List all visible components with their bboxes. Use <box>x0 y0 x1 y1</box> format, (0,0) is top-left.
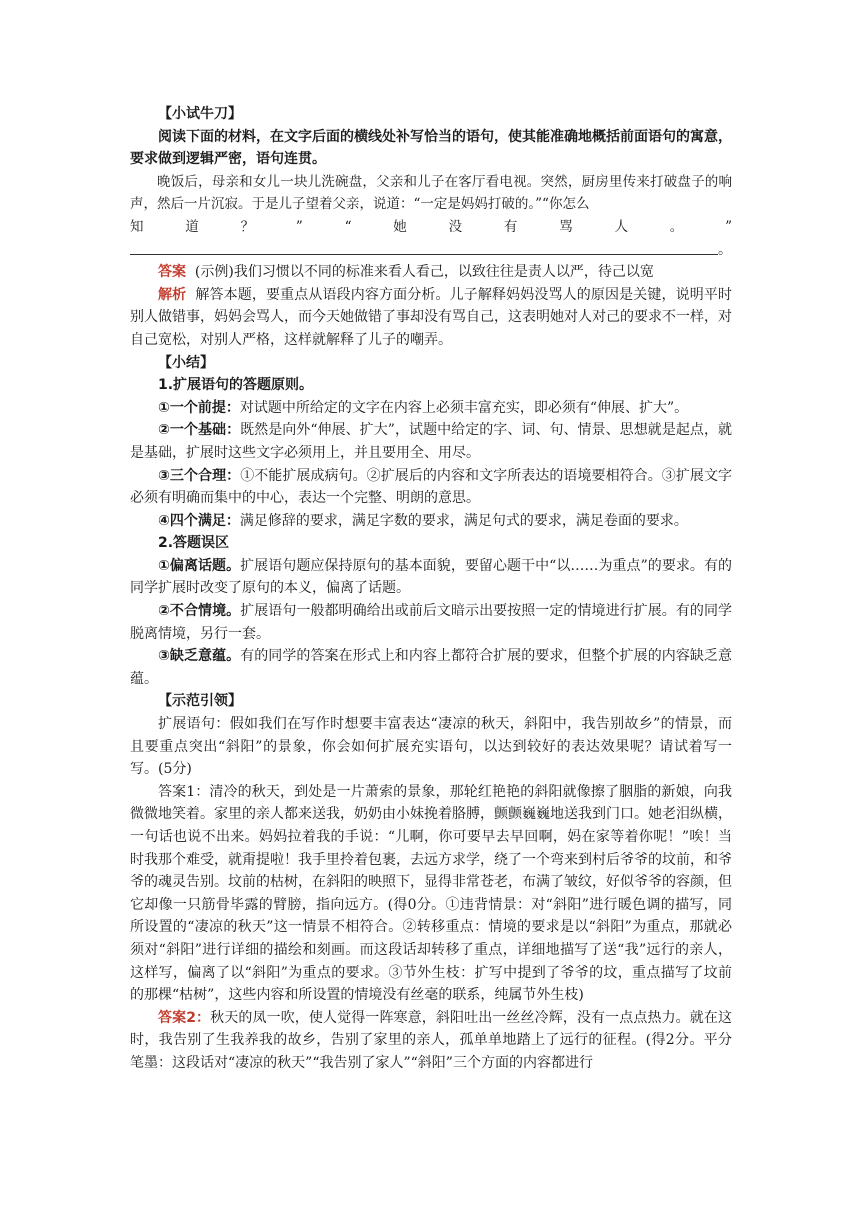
trial-answer <box>130 261 732 284</box>
spread-char: 她 <box>393 218 407 235</box>
principle-item: ①一个前提：对试题中所给定的文字在内容上必须丰富充实，即必须有“伸展、扩大”。 <box>158 399 689 416</box>
demo-answer-1: 答案1：清冷的秋天，到处是一片萧索的景象，那轮红艳艳的斜阳就像擦了胭脂的新娘，向我微微地笑着。家里的亲人都来送我，奶奶由小妹挽着胳膊，颤颤巍巍地送我到门口。她老泪纵横，一句话也说不出来。妈妈拉着我的手说：“儿啊，你可要早去早回啊，妈在家等着你呢！”唉！当时我那个难受，就甭提啦！我手里拎着包裹，去远方求学，绕了一个弯来到村后爷爷的坟前，和爷爷的魂灵告别。坟前的枯树，在斜阳的映照下，显得非常苍老，布满了皱纹，好似爷爷的容颜，但它却像一只筋骨毕露的臂膀，指向远方。(得0分。①违背情景：对“斜阳”进行暖色调的描写，同所设置的“凄凉的秋天”这一情景不相符合。②转移重点：情境的要求是以“斜阳”为重点，那就必须对“斜阳”进行详细的描绘和刻画。而这段话却转移了重点，详细地描写了送“我”远行的亲人，这样写，偏离了以“斜阳”为重点的要求。③节外生枝：扩写中提到了爷爷的坟，重点描写了坟前的那棵“枯树”，这些内容和所设置的情境没有丝毫的联系，纯属节外生枝) <box>130 783 732 1004</box>
principle-item: ④四个满足：满足修辞的要求，满足字数的要求，满足句式的要求，满足卷面的要求。 <box>158 512 688 529</box>
principle-item: ②一个基础：既然是向外“伸展、扩大”，试题中给定的字、词、句、情景、思想就是起点，就是基础，扩展时这些文字必须用上，并且要用全、用尽。 <box>130 422 732 461</box>
spread-char: 。 <box>669 218 684 235</box>
answer2-text: 秋天的凤一吹，使人觉得一阵寒意，斜阳吐出一丝丝冷辉，没有一点点热力。就在这时，我告别了生我养我的故乡，告别了家里的亲人，孤单单地踏上了远行的征程。(得2分。平分笔墨：这段话对“凄凉的秋天”“我告别了家人”“斜阳”三个方面的内容都进行 <box>130 1009 732 1071</box>
trial-instruction: 阅读下面的材料，在文字后面的横线处补写恰当的语句，使其能准确地概括前面语句的寓意，要求做到逻辑严密，语句连贯。 <box>130 128 732 168</box>
material-spread-line <box>130 216 732 239</box>
error-item: ③缺乏意蕴。有的同学的答案在形式上和内容上都符合扩展的要求，但整个扩展的内容缺乏意蕴。 <box>130 648 733 687</box>
error-title: 2.答题误区 <box>158 535 230 552</box>
blank-rule <box>130 254 718 255</box>
analysis-text: 解答本题，要重点从语段内容方面分析。儿子解释妈妈没骂人的原因是关键，说明平时别人做错事，妈妈会骂人，而今天她做错了事却没有骂自己，这表明她对人对己的要求不一样，对自己宽松，对别人严格，这样就解释了儿子的嘲弄。 <box>130 286 733 348</box>
answer-label: 答案 <box>158 264 186 281</box>
spread-char: 骂 <box>559 218 573 235</box>
principle-item: ③三个合理：①不能扩展成病句。②扩展后的内容和文字所表达的语境要相符合。③扩展文字必须有明确而集中的中心，表达一个完整、明朗的意思。 <box>130 467 733 507</box>
spread-char: 没 <box>448 218 463 235</box>
spread-char: 人 <box>614 218 628 235</box>
blank-end-mark: 。 <box>718 241 732 258</box>
answer-blank-line <box>130 239 732 262</box>
section-title-demo: 【示范引领】 <box>158 693 242 710</box>
spread-char: ？ <box>240 218 255 235</box>
principle-title: 1.扩展语句的答题原则。 <box>158 377 314 394</box>
answer2-label: 答案2： <box>158 1009 211 1026</box>
trial-analysis <box>130 284 732 352</box>
error-item: ①偏离话题。扩展语句题应保持原句的基本面貌，要留心题干中“以……为重点”的要求。有的同学扩展时改变了原句的本义，偏离了话题。 <box>130 557 733 597</box>
analysis-label: 解析 <box>158 286 187 303</box>
demo-answer-2 <box>130 1007 732 1075</box>
section-title-trial: 【小试牛刀】 <box>158 106 242 122</box>
trial-material: 晚饭后，母亲和女儿一块儿洗碗盘，父亲和儿子在客厅看电视。突然，厨房里传来打破盘子的响声，然后一片沉寂。于是儿子望着父亲，说道：“一定是妈妈打破的。”“你怎么 <box>130 173 732 213</box>
demo-question: 扩展语句：假如我们在写作时想要丰富表达“凄凉的秋天，斜阳中，我告别故乡”的情景，而且要重点突出“斜阳”的景象，你会如何扩展充实语句，以达到较好的表达效果呢？请试着写一写。(5分) <box>130 716 732 778</box>
error-item: ②不合情境。扩展语句一般都明确给出或前后文暗示出要按照一定的情境进行扩展。有的同学脱离情境，另行一套。 <box>130 603 733 642</box>
spread-char: 道 <box>185 218 199 235</box>
document-page <box>130 103 732 1075</box>
spread-char: 知 <box>130 218 144 235</box>
spread-char: 有 <box>503 218 518 235</box>
spread-char: ” <box>725 218 732 235</box>
section-title-summary: 【小结】 <box>158 354 214 371</box>
answer-text: (示例)我们习惯以不同的标准来看人看己，以致往往是责人以严，待己以宽 <box>194 264 654 281</box>
spread-char: ” <box>295 218 303 235</box>
spread-char: “ <box>344 218 352 235</box>
